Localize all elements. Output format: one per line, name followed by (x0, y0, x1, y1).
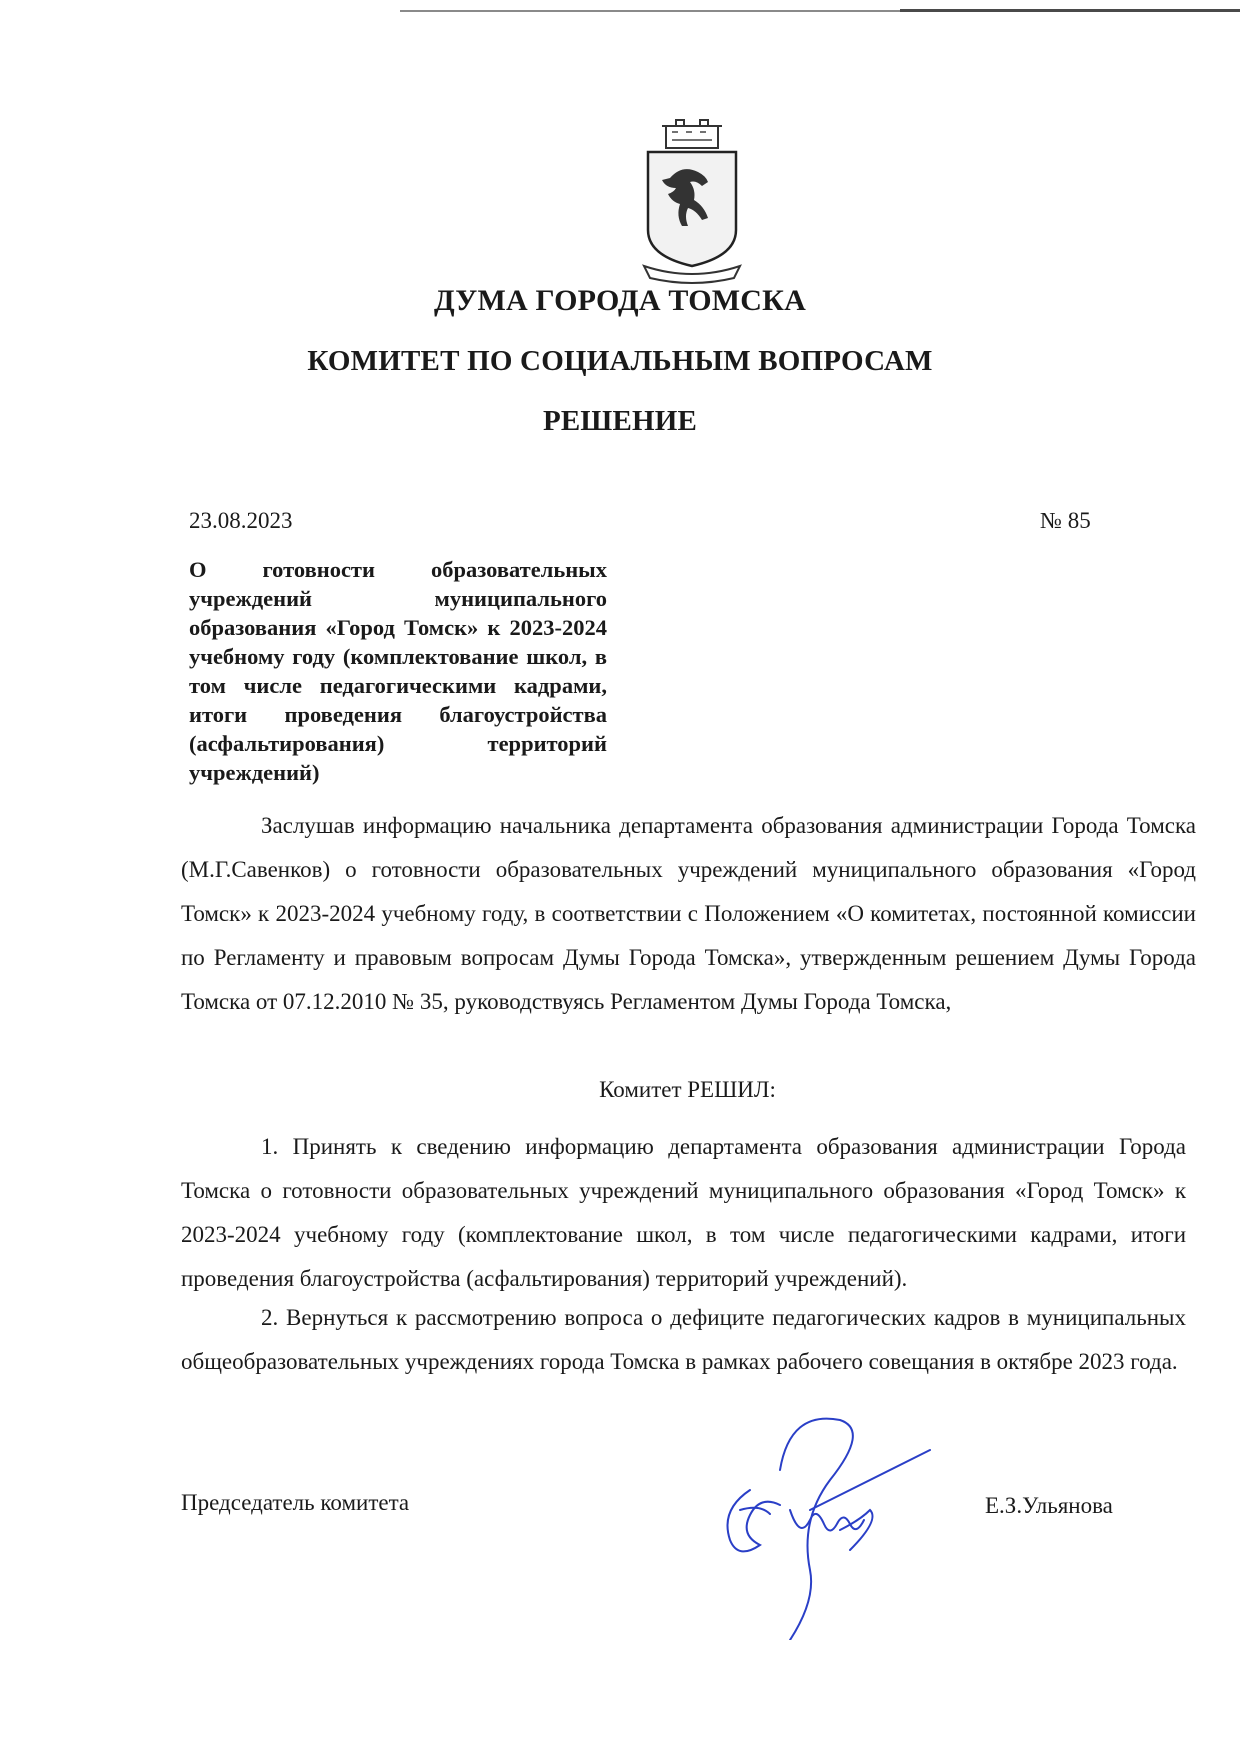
resolution-item-1: 1. Принять к сведению информацию департамента образования администрации Города Томска о готовности образовательных учреждений муниципального образования «Город Томск» к 2023-2024 учебному году (комплектование школ, в том числе педагогическими кадрами, итоги проведения благоустройства (асфальтирования) территорий учреждений). (181, 1134, 1186, 1291)
document-type: РЕШЕНИЕ (542, 405, 698, 437)
scan-edge-line-dark (900, 9, 1240, 12)
handwritten-signature (690, 1400, 940, 1640)
resolution-item-2: 2. Вернуться к рассмотрению вопроса о дефиците педагогических кадров в муниципальных общеобразовательных учреждениях города Томска в рамках рабочего совещания в октябре 2023 года. (181, 1305, 1186, 1374)
document-date: 23.08.2023 (189, 508, 293, 533)
resolved-heading: Комитет РЕШИЛ: (599, 1077, 776, 1102)
coat-of-arms-icon (640, 118, 744, 286)
document-subject: О готовности образовательных учреждений муниципального образования «Город Томск» к 2023-2024 учебному году (комплектование школ, в том числе педагогическими кадрами, итоги проведения благоустройства (асфальтирования) территорий учреждений) (189, 557, 607, 785)
signatory-position: Председатель комитета (181, 1490, 410, 1515)
signatory-name: Е.З.Ульянова (985, 1493, 1113, 1518)
document-number: № 85 (1040, 508, 1091, 533)
committee-title: КОМИТЕТ ПО СОЦИАЛЬНЫМ ВОПРОСАМ (307, 345, 933, 377)
preamble-paragraph: Заслушав информацию начальника департамента образования администрации Города Томска (М.Г.Савенков) о готовности образовательных учреждений муниципального образования «Город Томск» к 2023-2024 учебному году, в соответствии с Положением «О комитетах, постоянной комиссии по Регламенту и правовым вопросам Думы Города Томска», утвержденным решением Думы Города Томска от 07.12.2010 № 35, руководствуясь Регламентом Думы Города Томска, (181, 813, 1196, 1014)
org-title: ДУМА ГОРОДА ТОМСКА (434, 284, 806, 317)
